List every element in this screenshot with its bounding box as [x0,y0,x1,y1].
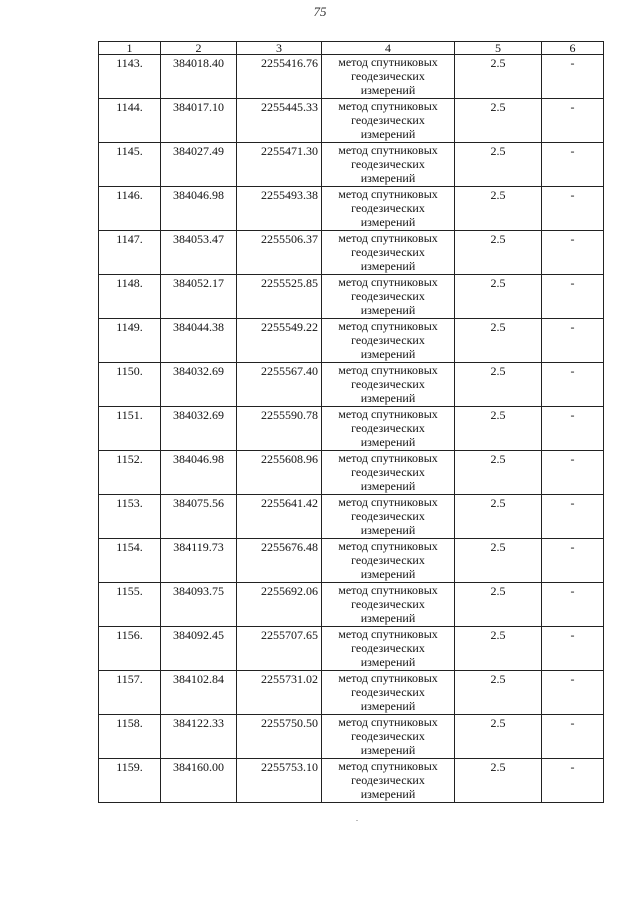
table-row [99,407,604,451]
table-row [99,539,604,583]
method-line: геодезических [351,773,425,787]
point-number-cell: 1143. [99,55,161,99]
y-coordinate-cell: 2255493.38 [237,187,322,231]
x-coordinate-cell: 384093.75 [161,583,237,627]
accuracy-cell: 2.5 [455,187,542,231]
method-cell [322,99,455,143]
accuracy-cell: 2.5 [455,451,542,495]
accuracy-cell: 2.5 [455,671,542,715]
y-coordinate-cell: 2255641.42 [237,495,322,539]
method-line: измерений [360,215,416,229]
method-cell [322,187,455,231]
method-line: измерений [360,391,416,405]
y-coordinate-cell: 2255506.37 [237,231,322,275]
method-cell [322,55,455,99]
x-coordinate-cell: 384046.98 [161,451,237,495]
method-cell [322,759,455,803]
column-6-cell: - [542,583,604,627]
table-row [99,759,604,803]
column-header: 3 [237,42,322,55]
column-header: 1 [99,42,161,55]
method-cell [322,715,455,759]
method-line: метод спутниковых [338,715,438,729]
method-cell [322,407,455,451]
y-coordinate-cell: 2255471.30 [237,143,322,187]
x-coordinate-cell: 384053.47 [161,231,237,275]
accuracy-cell: 2.5 [455,99,542,143]
method-cell [322,143,455,187]
method-line: измерений [360,83,416,97]
method-cell [322,671,455,715]
column-6-cell: - [542,319,604,363]
y-coordinate-cell: 2255445.33 [237,99,322,143]
x-coordinate-cell: 384092.45 [161,627,237,671]
column-6-cell: - [542,143,604,187]
x-coordinate-cell: 384119.73 [161,539,237,583]
y-coordinate-cell: 2255707.65 [237,627,322,671]
accuracy-cell: 2.5 [455,627,542,671]
method-line: метод спутниковых [338,143,438,157]
method-cell [322,275,455,319]
y-coordinate-cell: 2255590.78 [237,407,322,451]
method-line: метод спутниковых [338,539,438,553]
accuracy-cell: 2.5 [455,539,542,583]
x-coordinate-cell: 384122.33 [161,715,237,759]
table-row [99,495,604,539]
method-cell [322,539,455,583]
method-line: метод спутниковых [338,319,438,333]
y-coordinate-cell: 2255525.85 [237,275,322,319]
table-row [99,231,604,275]
method-line: измерений [360,303,416,317]
table-row [99,627,604,671]
column-6-cell: - [542,363,604,407]
method-line: метод спутниковых [338,495,438,509]
point-number-cell: 1153. [99,495,161,539]
accuracy-cell: 2.5 [455,143,542,187]
method-line: измерений [360,611,416,625]
table-body [99,55,604,803]
accuracy-cell: 2.5 [455,55,542,99]
method-line: измерений [360,567,416,581]
point-number-cell: 1148. [99,275,161,319]
method-line: геодезических [351,421,425,435]
table-row [99,99,604,143]
y-coordinate-cell: 2255416.76 [237,55,322,99]
method-line: метод спутниковых [338,627,438,641]
table-row [99,275,604,319]
y-coordinate-cell: 2255676.48 [237,539,322,583]
table-row [99,715,604,759]
method-line: геодезических [351,729,425,743]
column-6-cell: - [542,407,604,451]
method-line: геодезических [351,509,425,523]
method-line: метод спутниковых [338,759,438,773]
accuracy-cell: 2.5 [455,275,542,319]
x-coordinate-cell: 384044.38 [161,319,237,363]
y-coordinate-cell: 2255549.22 [237,319,322,363]
x-coordinate-cell: 384102.84 [161,671,237,715]
method-cell [322,231,455,275]
table-row [99,583,604,627]
column-header: 5 [455,42,542,55]
method-line: метод спутниковых [338,583,438,597]
accuracy-cell: 2.5 [455,583,542,627]
method-line: геодезических [351,201,425,215]
column-6-cell: - [542,759,604,803]
column-6-cell: - [542,275,604,319]
method-line: измерений [360,523,416,537]
method-line: метод спутниковых [338,363,438,377]
table-row [99,671,604,715]
column-6-cell: - [542,495,604,539]
point-number-cell: 1155. [99,583,161,627]
point-number-cell: 1158. [99,715,161,759]
column-6-cell: - [542,55,604,99]
point-number-cell: 1151. [99,407,161,451]
method-line: метод спутниковых [338,275,438,289]
point-number-cell: 1157. [99,671,161,715]
accuracy-cell: 2.5 [455,319,542,363]
y-coordinate-cell: 2255608.96 [237,451,322,495]
column-6-cell: - [542,539,604,583]
x-coordinate-cell: 384032.69 [161,363,237,407]
table-row [99,451,604,495]
method-line: геодезических [351,553,425,567]
y-coordinate-cell: 2255753.10 [237,759,322,803]
method-line: измерений [360,259,416,273]
point-number-cell: 1154. [99,539,161,583]
column-header: 4 [322,42,455,55]
point-number-cell: 1144. [99,99,161,143]
method-cell [322,319,455,363]
column-6-cell: - [542,187,604,231]
table-header-row [99,42,604,55]
method-cell [322,627,455,671]
point-number-cell: 1149. [99,319,161,363]
method-line: геодезических [351,465,425,479]
method-line: метод спутниковых [338,187,438,201]
method-line: геодезических [351,333,425,347]
method-line: метод спутниковых [338,407,438,421]
method-line: метод спутниковых [338,55,438,69]
scan-speck [356,820,358,821]
y-coordinate-cell: 2255731.02 [237,671,322,715]
table-row [99,55,604,99]
method-line: метод спутниковых [338,231,438,245]
method-line: измерений [360,655,416,669]
x-coordinate-cell: 384017.10 [161,99,237,143]
method-line: измерений [360,347,416,361]
coordinates-table [98,41,604,803]
table-row [99,187,604,231]
y-coordinate-cell: 2255567.40 [237,363,322,407]
method-line: измерений [360,127,416,141]
x-coordinate-cell: 384052.17 [161,275,237,319]
method-cell [322,363,455,407]
method-line: измерений [360,435,416,449]
method-line: измерений [360,787,416,801]
page-number: 75 [313,4,327,19]
x-coordinate-cell: 384032.69 [161,407,237,451]
method-line: геодезических [351,641,425,655]
table-row [99,319,604,363]
method-line: геодезических [351,113,425,127]
point-number-cell: 1146. [99,187,161,231]
column-header: 2 [161,42,237,55]
point-number-cell: 1159. [99,759,161,803]
method-line: геодезических [351,245,425,259]
method-line: метод спутниковых [338,451,438,465]
accuracy-cell: 2.5 [455,231,542,275]
x-coordinate-cell: 384018.40 [161,55,237,99]
y-coordinate-cell: 2255692.06 [237,583,322,627]
table-row [99,143,604,187]
column-6-cell: - [542,671,604,715]
point-number-cell: 1147. [99,231,161,275]
method-line: геодезических [351,597,425,611]
x-coordinate-cell: 384027.49 [161,143,237,187]
method-line: измерений [360,479,416,493]
table-row [99,363,604,407]
accuracy-cell: 2.5 [455,759,542,803]
method-line: метод спутниковых [338,671,438,685]
method-cell [322,583,455,627]
point-number-cell: 1150. [99,363,161,407]
column-header: 6 [542,42,604,55]
method-cell [322,451,455,495]
accuracy-cell: 2.5 [455,495,542,539]
method-cell [322,495,455,539]
column-6-cell: - [542,715,604,759]
column-6-cell: - [542,99,604,143]
point-number-cell: 1156. [99,627,161,671]
method-line: геодезических [351,157,425,171]
accuracy-cell: 2.5 [455,715,542,759]
method-line: измерений [360,743,416,757]
method-line: геодезических [351,377,425,391]
method-line: геодезических [351,289,425,303]
method-line: геодезических [351,69,425,83]
accuracy-cell: 2.5 [455,407,542,451]
x-coordinate-cell: 384046.98 [161,187,237,231]
x-coordinate-cell: 384160.00 [161,759,237,803]
column-6-cell: - [542,627,604,671]
column-6-cell: - [542,231,604,275]
x-coordinate-cell: 384075.56 [161,495,237,539]
method-line: метод спутниковых [338,99,438,113]
method-line: измерений [360,171,416,185]
point-number-cell: 1145. [99,143,161,187]
point-number-cell: 1152. [99,451,161,495]
column-6-cell: - [542,451,604,495]
method-line: измерений [360,699,416,713]
method-line: геодезических [351,685,425,699]
accuracy-cell: 2.5 [455,363,542,407]
y-coordinate-cell: 2255750.50 [237,715,322,759]
